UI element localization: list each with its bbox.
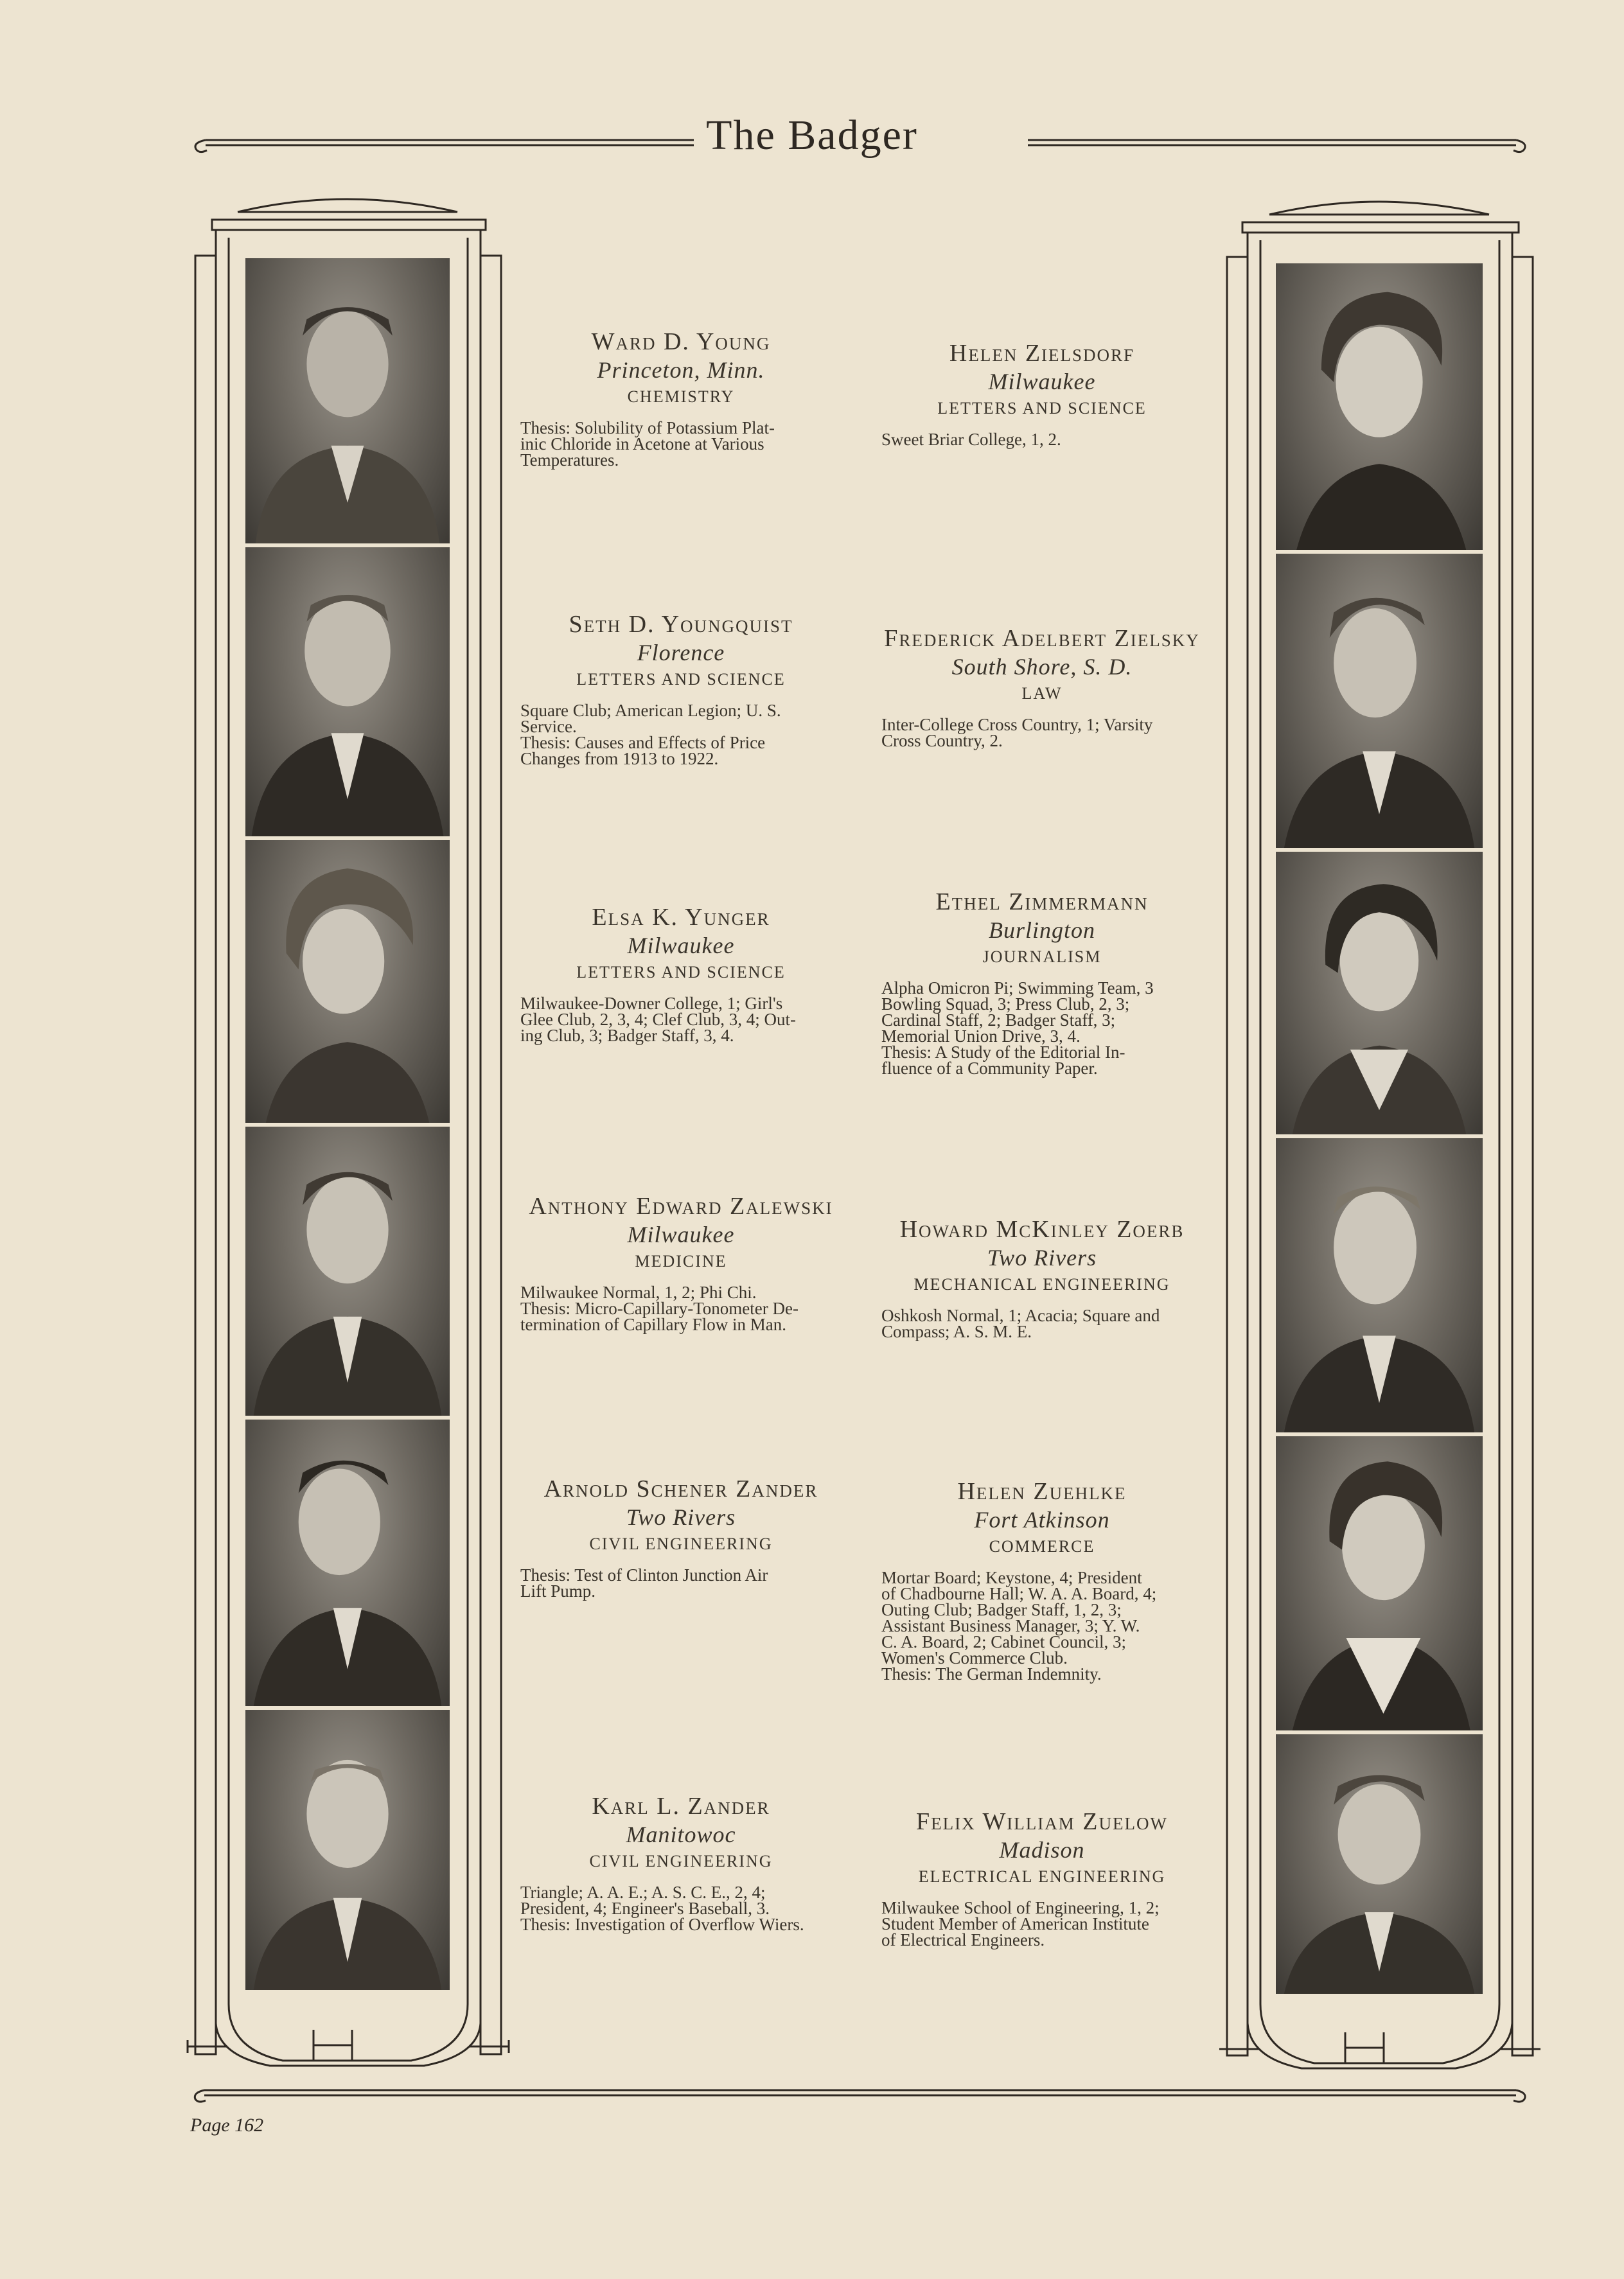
activities: Milwaukee Normal, 1, 2; Phi Chi. Thesis: Micro-Capillary-Tonometer De- termination of Capillary Flow in Man.: [520, 1283, 799, 1334]
portrait-silhouette-icon: [1276, 1734, 1483, 1994]
department: LETTERS AND SCIENCE: [576, 963, 786, 981]
student-name: Elsa K. Yunger: [592, 904, 770, 931]
department: COMMERCE: [989, 1537, 1095, 1556]
portrait-silhouette-icon: [245, 840, 450, 1123]
activities: Sweet Briar College, 1, 2.: [881, 430, 1061, 449]
portrait-silhouette-icon: [1276, 1138, 1483, 1432]
portrait-arnold-zander: [245, 1420, 450, 1706]
department: MEDICINE: [635, 1252, 727, 1271]
portrait-silhouette-icon: [245, 547, 450, 836]
entry-elsa-yunger: [520, 903, 842, 1044]
portrait-ward-young: [245, 258, 450, 543]
student-name: Ward D. Young: [591, 328, 771, 355]
activities: Mortar Board; Keystone, 4; President of Chadbourne Hall; W. A. A. Board, 4; Outing Club; Badger Staff, 1, 2, 3; Assistant Business Manager, 3; Y. W. C. A. Board, 2; Cabinet Council, 3; Women's Commerce Club. Thesis: The German Indemnity.: [881, 1568, 1157, 1684]
activities: Alpha Omicron Pi; Swimming Team, 3 Bowling Squad, 3; Press Club, 2, 3; Cardinal Staff, 2; Badger Staff, 3; Memorial Union Drive, 3, 4. Thesis: A Study of the Editorial In- fluence of a Community Paper.: [881, 978, 1154, 1078]
hometown: Milwaukee: [988, 369, 1096, 394]
portrait-silhouette-icon: [1276, 1436, 1483, 1730]
portrait-ethel-zimmermann: [1276, 852, 1483, 1134]
activities: Milwaukee School of Engineering, 1, 2; Student Member of American Institute of Electrical Engineers.: [881, 1898, 1160, 1949]
entry-ethel-zimmermann: [881, 888, 1203, 1077]
portrait-felix-zuelow: [1276, 1734, 1483, 1994]
entry-howard-zoerb: [881, 1215, 1203, 1340]
hometown: South Shore, S. D.: [951, 654, 1133, 680]
page-title: The Badger: [706, 112, 918, 159]
hometown: Burlington: [988, 917, 1095, 943]
hometown: Madison: [999, 1837, 1085, 1863]
page-number: Page 162: [190, 2115, 264, 2136]
student-name: Felix William Zuelow: [916, 1808, 1168, 1835]
activities: Square Club; American Legion; U. S. Service. Thesis: Causes and Effects of Price Changes from 1913 to 1922.: [520, 701, 781, 768]
hometown: Two Rivers: [626, 1504, 736, 1530]
hometown: Two Rivers: [987, 1245, 1097, 1271]
portrait-elsa-yunger: [245, 840, 450, 1123]
department: CIVIL ENGINEERING: [589, 1852, 773, 1870]
student-name: Frederick Adelbert Zielsky: [884, 625, 1200, 652]
portrait-silhouette-icon: [1276, 554, 1483, 848]
student-name: Ethel Zimmermann: [935, 888, 1149, 915]
student-name: Howard McKinley Zoerb: [899, 1216, 1185, 1243]
activities: Triangle; A. A. E.; A. S. C. E., 2, 4; President, 4; Engineer's Baseball, 3. Thesis: Investigation of Overflow Wiers.: [520, 1883, 804, 1934]
department: LETTERS AND SCIENCE: [576, 670, 786, 689]
portrait-silhouette-icon: [245, 258, 450, 543]
student-name: Karl L. Zander: [592, 1793, 770, 1820]
portrait-silhouette-icon: [245, 1420, 450, 1706]
hometown: Milwaukee: [627, 933, 735, 958]
portrait-frederick-zielsky: [1276, 554, 1483, 848]
portrait-helen-zielsdorf: [1276, 263, 1483, 550]
activities: Oshkosh Normal, 1; Acacia; Square and Compass; A. S. M. E.: [881, 1306, 1160, 1341]
entry-arnold-zander: [520, 1475, 842, 1599]
student-name: Anthony Edward Zalewski: [529, 1193, 833, 1220]
entry-anthony-zalewski: [520, 1192, 842, 1333]
student-name: Helen Zielsdorf: [949, 340, 1135, 367]
hometown: Fort Atkinson: [974, 1507, 1110, 1533]
portrait-seth-youngquist: [245, 547, 450, 836]
hometown: Princeton, Minn.: [597, 357, 765, 383]
department: JOURNALISM: [982, 947, 1102, 966]
portrait-silhouette-icon: [1276, 263, 1483, 550]
portrait-karl-zander: [245, 1710, 450, 1990]
hometown: Manitowoc: [626, 1822, 736, 1847]
entry-helen-zielsdorf: [881, 339, 1203, 448]
entry-frederick-zielsky: [881, 624, 1203, 749]
department: LAW: [1021, 684, 1063, 703]
entry-helen-zuehlke: [881, 1477, 1203, 1682]
department: CIVIL ENGINEERING: [589, 1535, 773, 1553]
entry-seth-youngquist: [520, 610, 842, 767]
entry-ward-young: [520, 328, 842, 468]
entry-karl-zander: [520, 1792, 842, 1933]
portrait-helen-zuehlke: [1276, 1436, 1483, 1730]
activities: Milwaukee-Downer College, 1; Girl's Glee Club, 2, 3, 4; Clef Club, 3, 4; Out- ing Club, 3; Badger Staff, 3, 4.: [520, 994, 796, 1045]
department: ELECTRICAL ENGINEERING: [918, 1867, 1166, 1886]
portrait-howard-zoerb: [1276, 1138, 1483, 1432]
portrait-anthony-zalewski: [245, 1127, 450, 1416]
student-name: Arnold Schener Zander: [543, 1475, 818, 1502]
portrait-silhouette-icon: [245, 1127, 450, 1416]
department: LETTERS AND SCIENCE: [937, 399, 1147, 418]
portrait-silhouette-icon: [245, 1710, 450, 1990]
footer-rule: [195, 2090, 1525, 2102]
activities: Thesis: Test of Clinton Junction Air Lift Pump.: [520, 1565, 768, 1601]
department: MECHANICAL ENGINEERING: [914, 1275, 1170, 1294]
department: CHEMISTRY: [627, 387, 735, 406]
student-name: Helen Zuehlke: [957, 1478, 1127, 1505]
hometown: Florence: [637, 640, 725, 665]
hometown: Milwaukee: [627, 1222, 735, 1247]
activities: Thesis: Solubility of Potassium Plat- inic Chloride in Acetone at Various Temperatures.: [520, 418, 775, 470]
portrait-silhouette-icon: [1276, 852, 1483, 1134]
activities: Inter-College Cross Country, 1; Varsity Cross Country, 2.: [881, 715, 1153, 750]
student-name: Seth D. Youngquist: [569, 611, 793, 638]
entry-felix-zuelow: [881, 1808, 1203, 1948]
